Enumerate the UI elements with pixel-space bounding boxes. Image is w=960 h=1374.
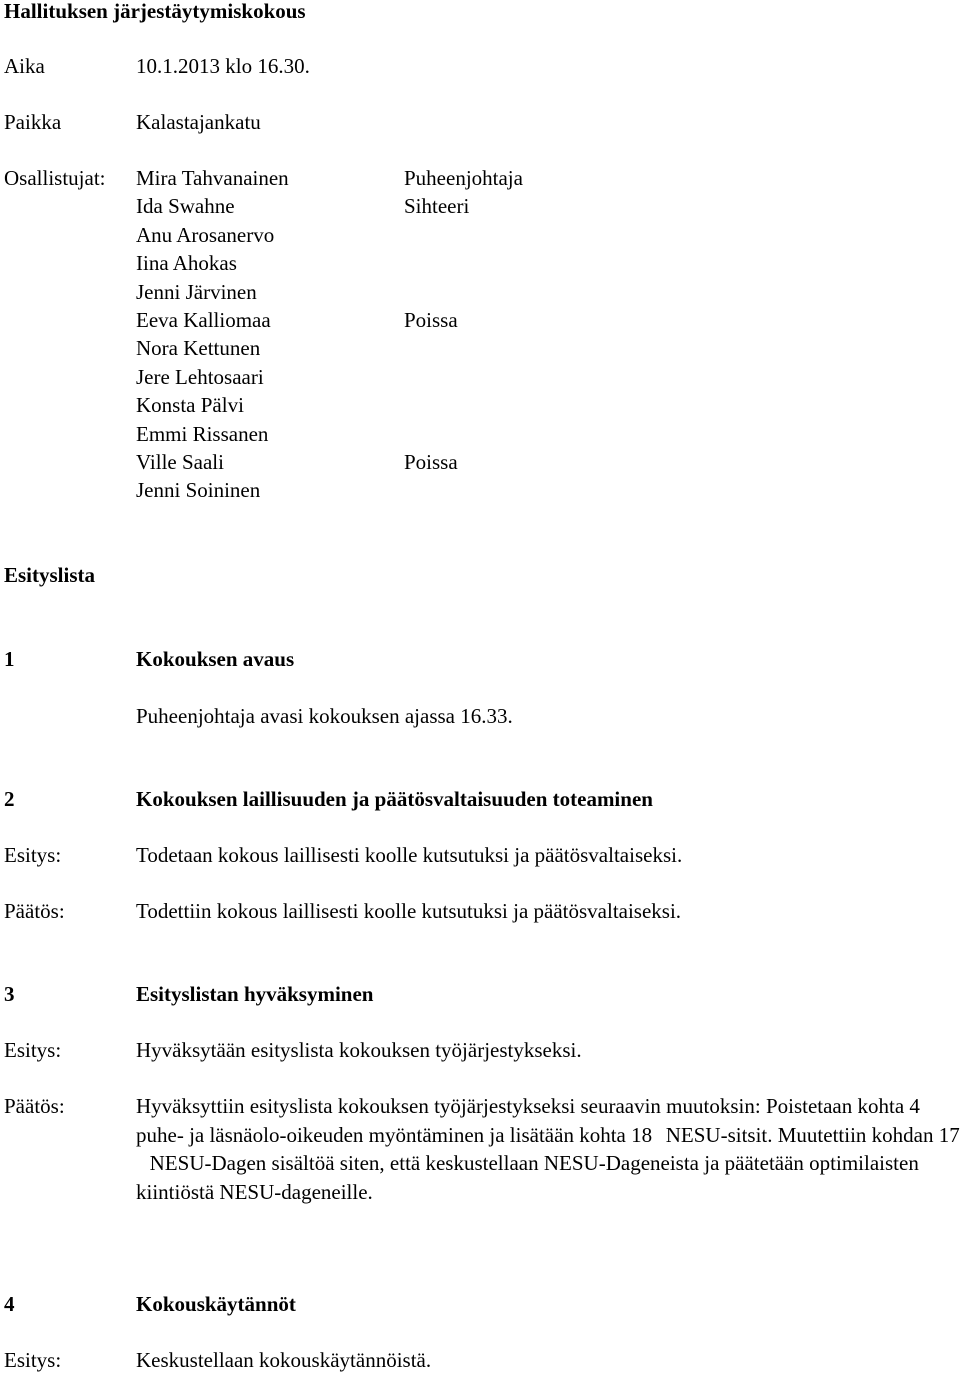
proposal-label: Esitys:: [4, 1038, 62, 1062]
item-number: 3: [4, 982, 15, 1006]
item-text: Puheenjohtaja avasi kokouksen ajassa 16.33.: [136, 704, 513, 728]
participant-name: Anu Arosanervo: [136, 223, 275, 247]
participant-role: Sihteeri: [404, 194, 470, 218]
item-number: 2: [4, 787, 15, 811]
document-title: Hallituksen järjestäytymiskokous: [4, 0, 306, 23]
item-heading: Esityslistan hyväksyminen: [136, 982, 374, 1006]
participant-role: Poissa: [404, 308, 458, 332]
participant-name: Jere Lehtosaari: [136, 365, 264, 389]
decision-text: Hyväksyttiin esityslista kokouksen työjärjestykseksi seuraavin muutoksin: Poistetaan kohta 4 puhe- ja läsnäolo-oikeuden myöntäminen ja lisätään kohta 18 NESU-sitsit. Muutettiin kohdan 17 NESU-Dagen sisältöä siten, että keskustellaan NESU-Dageneista ja päätetään optimilaisten kiintiöstä NESU-dageneille.: [136, 1094, 960, 1204]
participant-name: Konsta Pälvi: [136, 393, 244, 417]
participant-role: Poissa: [404, 450, 458, 474]
proposal-text: Keskustellaan kokouskäytännöistä.: [136, 1348, 432, 1372]
proposal-label: Esitys:: [4, 843, 62, 867]
item-number: 4: [4, 1292, 15, 1316]
time-label: Aika: [4, 54, 45, 78]
decision-label: Päätös:: [4, 899, 65, 923]
participant-name: Ida Swahne: [136, 194, 235, 218]
item-heading: Kokouksen avaus: [136, 647, 295, 671]
participant-role: Puheenjohtaja: [404, 166, 523, 190]
participant-name: Ville Saali: [136, 450, 224, 474]
place-label: Paikka: [4, 110, 62, 134]
decision-label: Päätös:: [4, 1094, 65, 1118]
proposal-text: Todetaan kokous laillisesti koolle kutsutuksi ja päätösvaltaiseksi.: [136, 843, 683, 867]
item-heading: Kokouskäytännöt: [136, 1292, 296, 1316]
participant-name: Nora Kettunen: [136, 336, 261, 360]
participant-name: Jenni Järvinen: [136, 280, 257, 304]
participants-label: Osallistujat:: [4, 166, 106, 190]
place-value: Kalastajankatu: [136, 110, 261, 134]
participant-name: Mira Tahvanainen: [136, 166, 289, 190]
item-heading: Kokouksen laillisuuden ja päätösvaltaisuuden toteaminen: [136, 787, 653, 811]
participant-name: Iina Ahokas: [136, 251, 237, 275]
agenda-heading: Esityslista: [4, 563, 96, 587]
proposal-label: Esitys:: [4, 1348, 62, 1372]
decision-text: Todettiin kokous laillisesti koolle kutsutuksi ja päätösvaltaiseksi.: [136, 899, 682, 923]
participant-name: Eeva Kalliomaa: [136, 308, 271, 332]
item-number: 1: [4, 647, 15, 671]
time-value: 10.1.2013 klo 16.30.: [136, 54, 310, 78]
participant-name: Jenni Soininen: [136, 478, 261, 502]
proposal-text: Hyväksytään esityslista kokouksen työjärjestykseksi.: [136, 1038, 582, 1062]
participant-name: Emmi Rissanen: [136, 422, 269, 446]
